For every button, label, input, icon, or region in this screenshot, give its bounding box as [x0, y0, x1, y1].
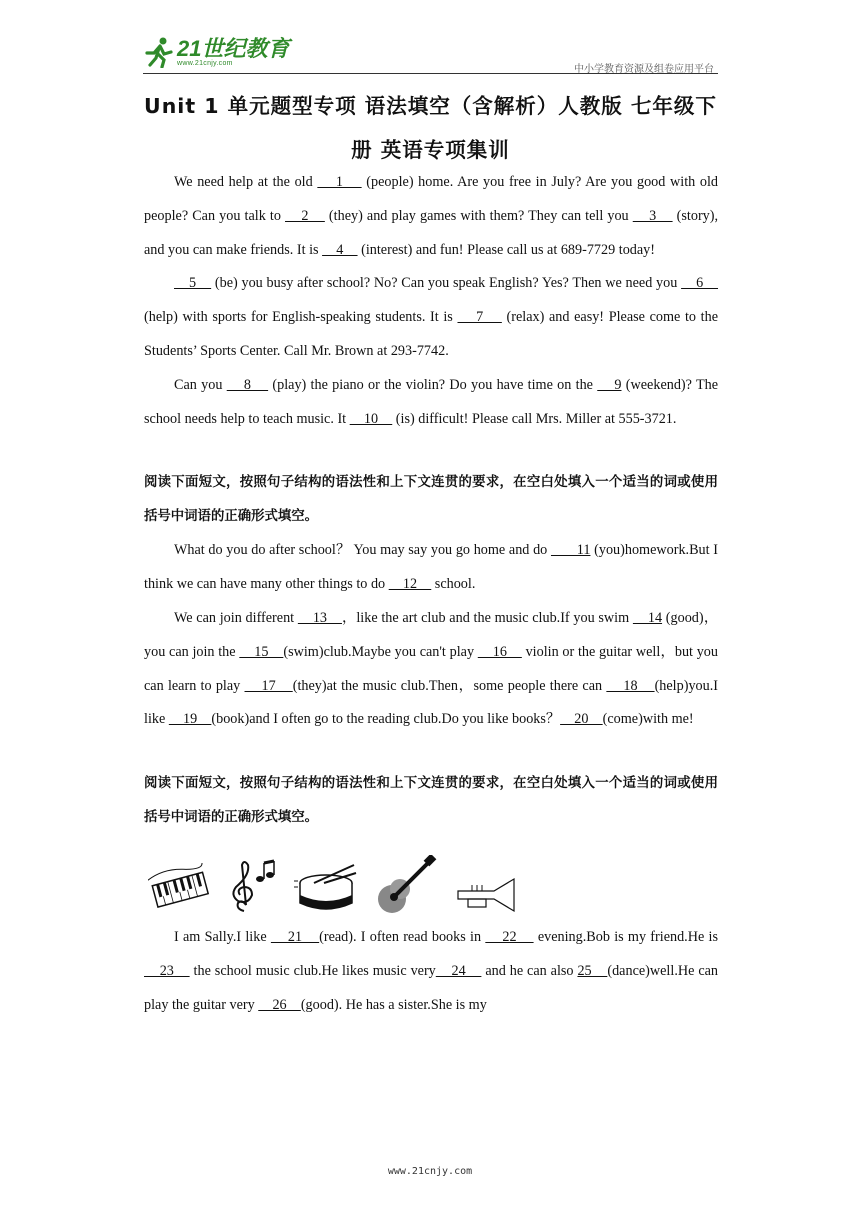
title-line-1: Unit 1 单元题型专项 语法填空（含解析）人教版 七年级下	[144, 94, 717, 118]
paragraph	[144, 921, 718, 1022]
document-body	[144, 166, 718, 1023]
music-images	[148, 851, 718, 915]
text: (play) the piano or the violin? Do you have time on the	[268, 376, 598, 393]
blank-5: 5	[174, 275, 212, 292]
text: (dance)well.He can play the guitar very	[144, 962, 719, 1013]
blank-4: 4	[322, 241, 358, 258]
text: (they)at the music club.Then，some people there can	[292, 677, 607, 694]
text: (good). He has a sister.She is my	[300, 996, 487, 1013]
text: (interest) and fun! Please call us at 689-7729 today!	[357, 241, 655, 258]
text: (good)，you can join the	[144, 609, 719, 660]
text: school.	[431, 576, 476, 593]
blank-12: 12	[388, 576, 432, 593]
paragraph	[144, 267, 718, 368]
paragraph	[144, 602, 718, 737]
logo-url: www.21cnjy.com	[177, 59, 233, 67]
text: (read). I often read books in	[319, 929, 486, 946]
text: violin or the guitar well，but you can learn to play	[144, 643, 718, 694]
text: and he can also	[481, 962, 578, 979]
text: evening.Bob is my friend.He is	[533, 929, 718, 946]
title-line-2: 册 英语专项集训	[351, 138, 510, 162]
text: (book)and I often go to the reading club.Do you like books？	[211, 711, 561, 728]
blank-26: 26	[258, 996, 301, 1013]
paragraph	[144, 369, 718, 437]
blank-23: 23	[144, 962, 190, 979]
blank-21: 21	[270, 929, 320, 946]
blank-11: 11	[550, 542, 591, 559]
text: We need help at the old	[174, 174, 318, 190]
text: (they) and play games with them? They can tell you	[324, 207, 633, 224]
logo	[143, 36, 289, 68]
blank-10: 10	[349, 410, 393, 427]
text: the school music club.He likes music very	[189, 962, 436, 979]
text: ，like the art club and the music club.If you swim	[341, 609, 633, 626]
text: (weekend)? The school needs help to teach music. It	[144, 376, 719, 427]
piano-keys-icon	[148, 863, 210, 915]
instruction: 阅读下面短文，按照句子结构的语法性和上下文连贯的要求，在空白处填入一个适当的词或使用括号中词语的正确形式填空。	[144, 776, 718, 826]
blank-13: 13	[297, 609, 342, 626]
paragraph	[144, 166, 718, 267]
text: What do you do after school？ You may say you go home and do	[174, 542, 551, 559]
blank-16: 16	[477, 643, 522, 660]
blank-9: 9	[597, 376, 622, 393]
text: (is) difficult! Please call Mrs. Miller at 555-3721.	[392, 410, 677, 427]
logo-wordmark: 21世纪教育	[177, 35, 290, 61]
blank-7: 7	[457, 309, 502, 326]
blank-22: 22	[485, 929, 534, 946]
blank-1: 1	[317, 174, 362, 190]
trumpet-icon	[454, 875, 518, 915]
runner-logo-icon	[143, 36, 175, 68]
blank-19: 19	[168, 711, 212, 728]
platform-label: 中小学教育资源及组卷应用平台	[574, 64, 714, 75]
text: Can you	[174, 376, 227, 393]
blank-24: 24	[435, 962, 482, 979]
text: (story), and you can make friends. It is	[144, 207, 719, 258]
drum-icon	[294, 863, 358, 915]
text: (swim)club.Maybe you can't play	[283, 643, 478, 660]
blank-17: 17	[244, 677, 293, 694]
blank-20: 20	[560, 711, 603, 728]
text: (come)with me!	[602, 711, 694, 728]
text: (you)homework.But I think we can have many other things to do	[144, 542, 718, 593]
blank-8: 8	[226, 376, 269, 393]
paragraph	[144, 534, 718, 602]
page-footer: www.21cnjy.com	[387, 1166, 473, 1177]
text: (help)you.I like	[144, 677, 718, 728]
text: (people) home. Are you free in July? Are you good with old people? Can you talk to	[144, 174, 719, 224]
blank-18: 18	[606, 677, 655, 694]
blank-6: 6	[681, 275, 719, 292]
page-title	[143, 84, 718, 172]
blank-25: 25	[577, 962, 608, 979]
blank-14: 14	[632, 609, 663, 626]
header-divider	[143, 73, 718, 74]
instruction: 阅读下面短文，按照句子结构的语法性和上下文连贯的要求，在空白处填入一个适当的词或使用括号中词语的正确形式填空。	[144, 475, 718, 525]
text: (be) you busy after school? No? Can you speak English? Yes? Then we need you	[211, 275, 682, 292]
text: I am Sally.I like	[174, 929, 271, 946]
guitar-icon	[374, 855, 438, 915]
treble-clef-icon	[226, 859, 278, 915]
blank-2: 2	[285, 207, 325, 224]
text: (relax) and easy! Please come to the Students’ Sports Center. Call Mr. Brown at 293-7742.	[144, 309, 719, 359]
blank-15: 15	[239, 643, 284, 660]
blank-3: 3	[632, 207, 673, 224]
text: (help) with sports for English-speaking students. It is	[144, 309, 458, 326]
text: We can join different	[174, 609, 298, 626]
page-header	[143, 36, 718, 76]
